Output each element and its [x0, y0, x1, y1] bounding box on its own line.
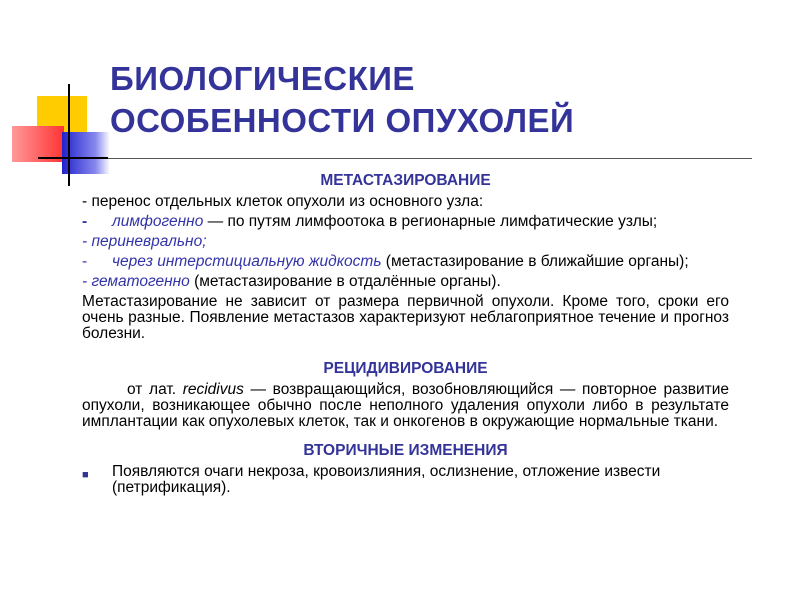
hematogenous-term: - гематогенно: [82, 273, 190, 290]
recurrence-text: от лат. recidivus — возвращающийся, возобновляющийся — повторное развитие опухоли, возникающее обычно после неполного удаления опухоли либо в результате имплантации как опухолевых клеток, так и онкогенов в окружающие нормальные ткани.: [82, 381, 729, 430]
secondary-text: Появляются очаги некроза, кровоизлияния, ослизнение, отложение извести (петрификация).: [112, 463, 661, 496]
recurrence-heading: РЕЦИДИВИРОВАНИЕ: [323, 360, 488, 377]
decor-horizontal-line-dark: [38, 157, 108, 159]
square-bullet-icon: ■: [82, 469, 89, 481]
dash-marker: -: [82, 253, 88, 270]
secondary-heading: ВТОРИЧНЫЕ ИЗМЕНЕНИЯ: [303, 442, 508, 459]
lymphogenous-text: — по путям лимфоотока в регионарные лимфатические узлы;: [203, 213, 658, 230]
interstitial-item: [82, 254, 729, 270]
slide-title: [110, 58, 750, 142]
dash-marker: -: [82, 213, 88, 230]
decor-horizontal-line: [38, 158, 752, 159]
slide-content: [82, 172, 729, 496]
metastasis-intro: - перенос отдельных клеток опухоли из основного узла:: [82, 193, 484, 210]
lymphogenous-term: лимфогенно: [112, 213, 204, 230]
hematogenous-item: [82, 274, 729, 290]
decor-vertical-line: [68, 84, 70, 186]
slide-title-line1: БИОЛОГИЧЕСКИЕ: [110, 60, 415, 97]
slide-title-line2: ОСОБЕННОСТИ ОПУХОЛЕЙ: [110, 102, 575, 139]
secondary-item: [82, 464, 729, 496]
lymphogenous-item: [82, 214, 729, 230]
perineural-item: - периневрально;: [82, 233, 207, 250]
hematogenous-text: (метастазирование в отдалённые органы).: [189, 273, 501, 290]
interstitial-text: (метастазирование в ближайшие органы);: [381, 253, 689, 270]
interstitial-term: через интерстициальную жидкость: [112, 253, 382, 270]
metastasis-summary: Метастазирование не зависит от размера первичной опухоли. Кроме того, сроки его очень разные. Появление метастазов характеризуют неблагоприятное течение и прогноз болезни.: [82, 293, 729, 342]
latin-term: recidivus: [182, 381, 244, 398]
metastasis-heading: МЕТАСТАЗИРОВАНИЕ: [320, 172, 491, 189]
